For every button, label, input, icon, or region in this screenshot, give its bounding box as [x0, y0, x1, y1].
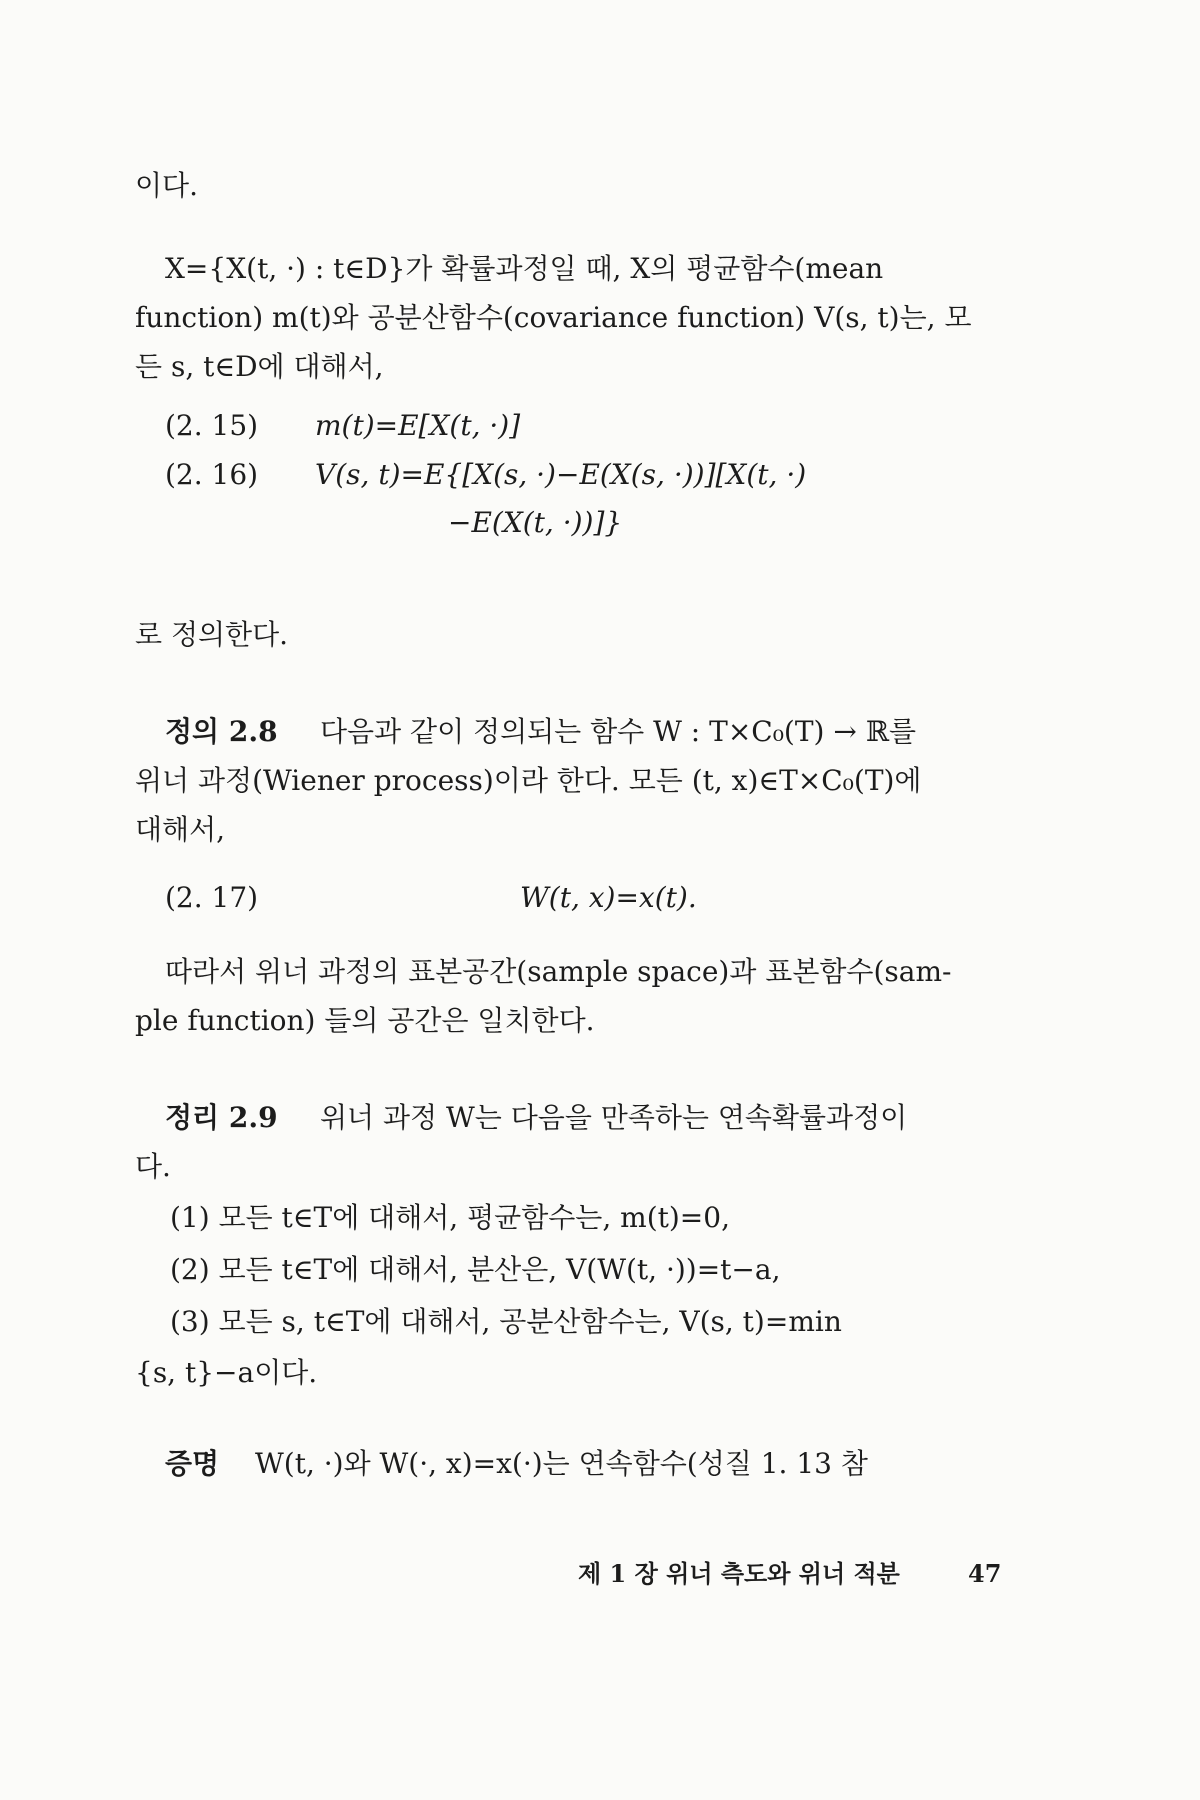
running-footer: 제 1 장 위너 측도와 위너 적분: [578, 1559, 900, 1588]
theorem-label: 정리 2.9: [165, 1101, 278, 1134]
equation-number: (2. 15): [165, 409, 259, 442]
definition-text: 다음과 같이 정의되는 함수 W : T×C₀(T) → ℝ를: [320, 715, 917, 748]
text-line: {s, t}−a이다.: [135, 1356, 318, 1389]
list-item: (1) 모든 t∈T에 대해서, 평균함수는, m(t)=0,: [170, 1201, 730, 1234]
list-item: (2) 모든 t∈T에 대해서, 분산은, V(W(t, ·))=t−a,: [170, 1253, 781, 1286]
text-line: 위너 과정(Wiener process)이라 한다. 모든 (t, x)∈T×C₀(T)에: [135, 764, 922, 797]
text-line: 따라서 위너 과정의 표본공간(sample space)과 표본함수(sam-: [165, 955, 952, 988]
theorem-text: 위너 과정 W는 다음을 만족하는 연속확률과정이: [320, 1101, 908, 1134]
text-line: 다.: [135, 1150, 171, 1183]
proof-text: W(t, ·)와 W(·, x)=x(·)는 연속함수(성질 1. 13 참: [255, 1447, 868, 1480]
proof-label: 증명: [165, 1447, 220, 1480]
equation-continuation: −E(X(t, ·))]}: [448, 506, 623, 539]
text-line: 대해서,: [135, 813, 226, 846]
list-item: (3) 모든 s, t∈T에 대해서, 공분산함수는, V(s, t)=min: [170, 1305, 842, 1338]
definition-label: 정의 2.8: [165, 715, 278, 748]
text-line: 로 정의한다.: [135, 618, 289, 651]
equation-number: (2. 16): [165, 458, 259, 491]
equation: W(t, x)=x(t).: [520, 881, 697, 914]
equation: V(s, t)=E{[X(s, ·)−E(X(s, ·))][X(t, ·): [315, 458, 807, 491]
equation-number: (2. 17): [165, 881, 259, 914]
page-number: 47: [968, 1559, 1002, 1588]
text-line: X={X(t, ·) : t∈D}가 확률과정일 때, X의 평균함수(mean: [165, 252, 884, 285]
text-line: function) m(t)와 공분산함수(covariance function) V(s, t)는, 모: [135, 301, 972, 334]
text-line: 이다.: [135, 169, 198, 202]
equation: m(t)=E[X(t, ·)]: [315, 409, 521, 442]
text-line: 든 s, t∈D에 대해서,: [135, 350, 384, 383]
text-line: ple function) 들의 공간은 일치한다.: [135, 1004, 595, 1037]
